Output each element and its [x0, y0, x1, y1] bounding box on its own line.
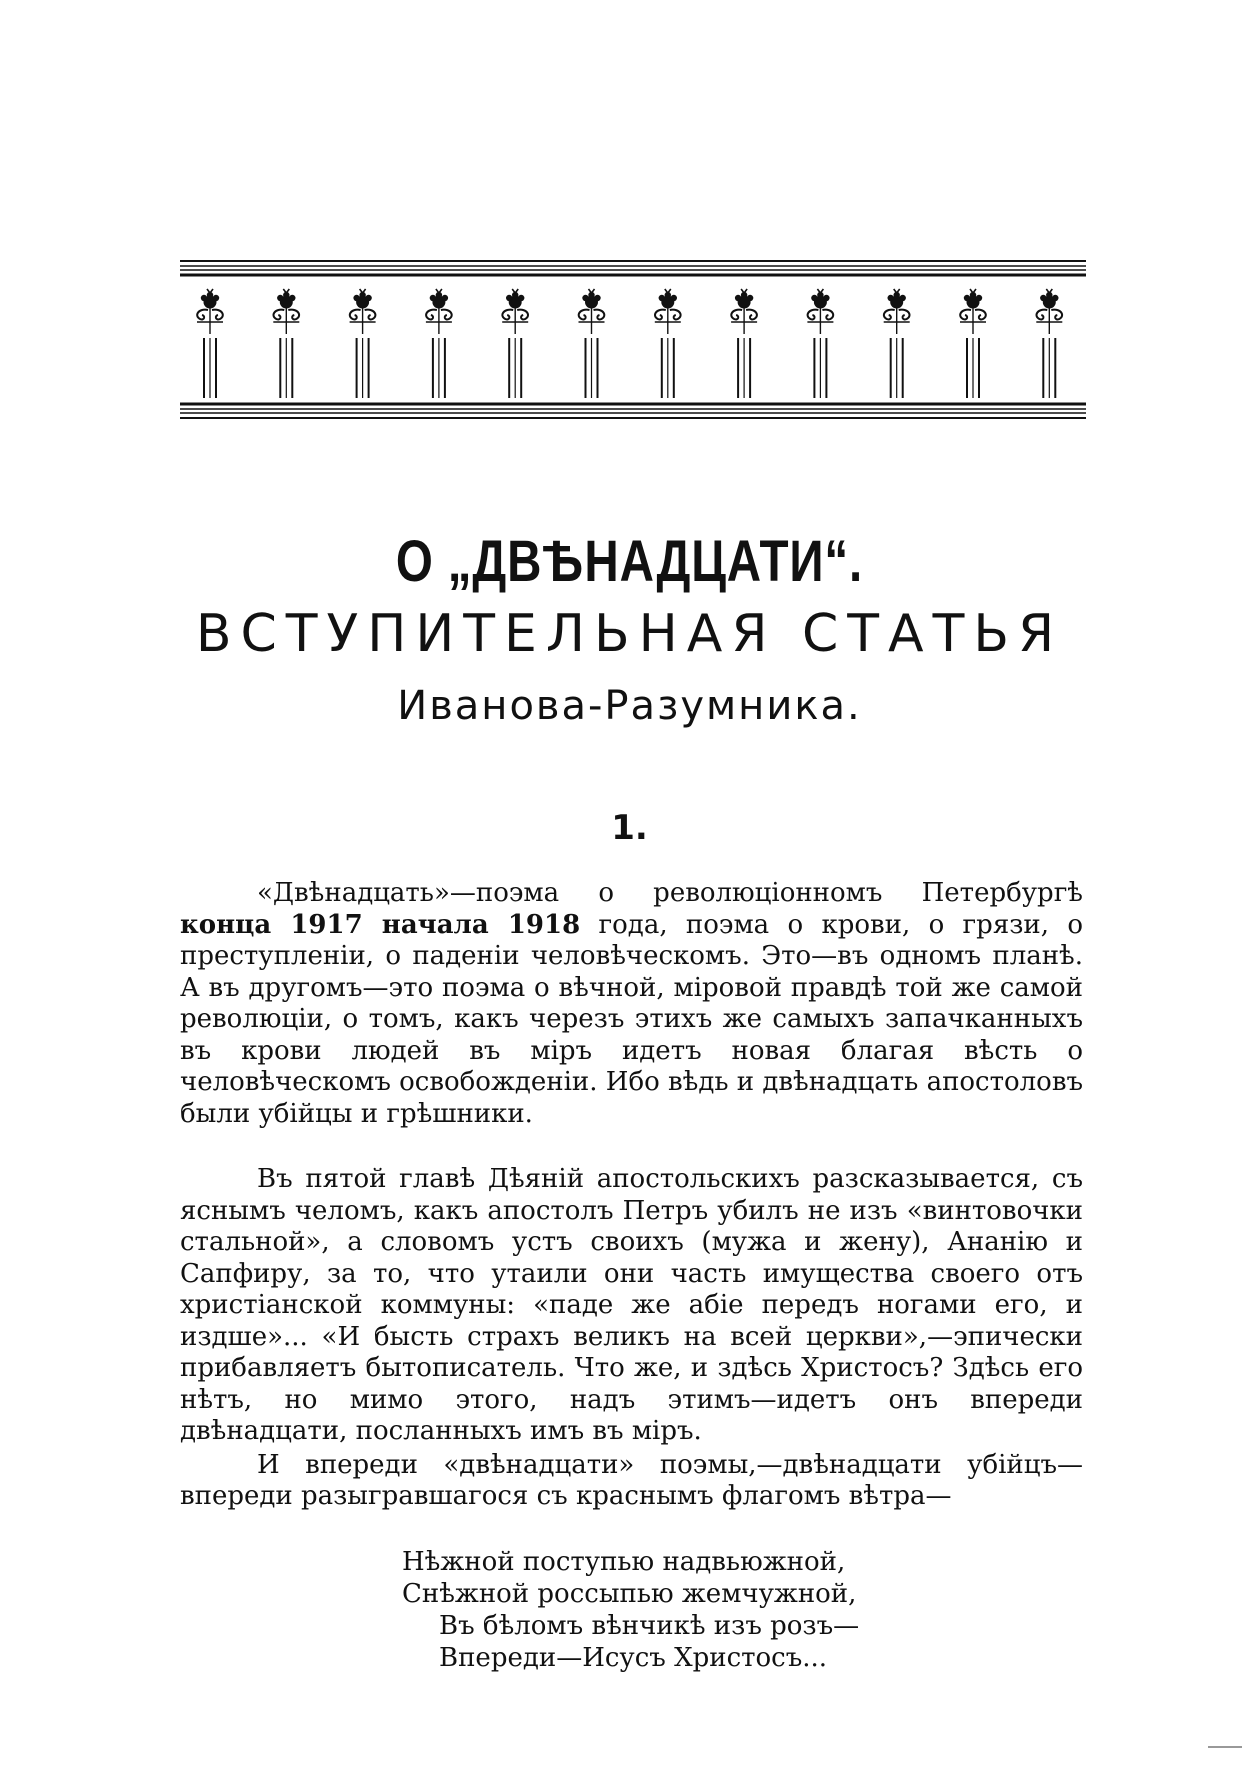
paragraph-1 [180, 878, 1083, 1130]
flower-ornament-icon [1036, 289, 1062, 398]
flower-ornament-icon [960, 289, 986, 398]
article-body [180, 878, 1083, 1513]
verse-line-2: Снѣжной россыпью жемчужной, [402, 1579, 857, 1609]
verse-line-4: Впереди—Исусъ Христосъ... [439, 1643, 828, 1673]
flower-ornament-icon [655, 289, 681, 398]
flower-ornament-icon [884, 289, 910, 398]
text-run: И впереди «двѣнадцати» поэмы,—двѣнадцати убійцъ—впереди разыгравшагося съ краснымъ флагомъ вѣтра— [180, 1449, 1083, 1511]
flower-ornament-icon [502, 289, 528, 398]
verse-line-3: Въ бѣломъ вѣнчикѣ изъ розъ— [439, 1611, 860, 1641]
verse-quote [402, 1546, 859, 1674]
text-run: «Двѣнадцать»—поэма о революціонномъ Петербургѣ [257, 878, 1083, 908]
flower-ornament-icon [426, 289, 452, 398]
verse-line-1: Нѣжной поступью надвьюжной, [402, 1547, 846, 1577]
article-subtitle: ВСТУПИТЕЛЬНАЯ СТАТЬЯ [195, 604, 1064, 664]
text-run: Въ пятой главѣ Дѣяній апостольскихъ разсказывается, съ яснымъ челомъ, какъ апостолъ Петръ убилъ не изъ «винтовочки стальной», а словомъ устъ своихъ (мужа и жену), Ананію и Сапфиру, за то, что утаили они часть имущества своего отъ христіанской коммуны: «паде же абіе передъ ногами его, и издше»... «И бысть страхъ великъ на всей церкви»,—эпически прибавляетъ бытописатель. Что же, и здѣсь Христосъ? Здѣсь его нѣтъ, но мимо этого, надъ этимъ—идетъ онъ впереди двѣнадцати, посланныхъ имъ въ міръ. [180, 1164, 1083, 1446]
article-author: Иванова-Разумника. [397, 683, 862, 729]
ornamental-header-band [180, 258, 1086, 421]
text-run: года, поэма о крови, о грязи, о преступленіи, о паденіи человѣческомъ. Это—въ одномъ планѣ. А въ другомъ—это поэма о вѣчной, міровой правдѣ той же самой революціи, о томъ, какъ черезъ этихъ же самыхъ запачканныхъ въ крови людей въ міръ идетъ новая благая вѣсть о человѣческомъ освобожденіи. Ибо вѣдь и двѣнадцать апостоловъ были убійцы и грѣшники. [180, 909, 1083, 1129]
flower-column-row [197, 289, 1062, 398]
flower-ornament-icon [197, 289, 223, 398]
flower-ornament-icon [579, 289, 605, 398]
flower-ornament-icon [731, 289, 757, 398]
top-rule-lines [180, 261, 1086, 275]
flower-ornament-icon [273, 289, 299, 398]
bold-text-run: конца 1917 начала 1918 [180, 909, 581, 940]
page-edge-mark [1208, 1746, 1242, 1748]
article-title: О „ДВѢНАДЦАТИ“. [395, 529, 864, 594]
bottom-rule-lines [180, 404, 1086, 418]
paragraph-2 [180, 1164, 1083, 1448]
paragraph-3 [180, 1450, 1083, 1513]
section-number: 1. [611, 808, 648, 848]
flower-ornament-icon [350, 289, 376, 398]
flower-ornament-icon [807, 289, 833, 398]
